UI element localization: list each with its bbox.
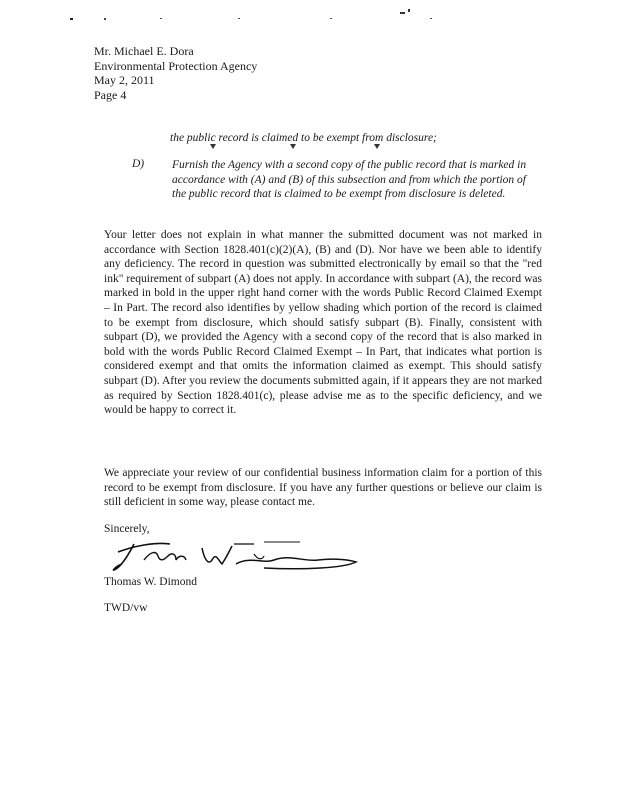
quoted-regulation-tail: the public record is claimed to be exempt from disclosure; [170,132,437,144]
body-paragraph: We appreciate your review of our confidential business information claim for a portion of this record to be exempt from disclosure. If you have any further questions or believe our claim is still deficient in some way, please contact me. [104,467,542,509]
letter-header [94,44,257,102]
typist-initials: TWD/vw [104,602,148,614]
scan-artifacts [0,0,620,30]
closing-salutation: Sincerely, [104,523,150,535]
recipient-organization: Environmental Protection Agency [94,58,258,73]
page-number: Page 4 [94,87,127,102]
handwritten-signature [104,530,364,578]
body-paragraph: Your letter does not explain in what manner the submitted document was not marked in accordance with Section 1828.401(c)(2)(A), (B) and (D). Nor have we been able to identify any deficiency. The record in question was submitted electronically by email so that the "red ink" requirement of subpart (A) does not apply. In accordance with subpart (A), the record was marked in bold in the upper right hand corner with the words Public Record Claimed Exempt – In Part. The record also identifies by yellow shading which portion of the record is claimed to be exempt from disclosure, which should satisfy subpart (B). Finally, consistent with subpart (D), we provided the Agency with a second copy of the record that is also marked in bold with the words Public Record Claimed Exempt – In Part, that indicates what portion is considered exempt and that omits the information claimed as exempt. This should satisfy subpart (D). After you review the documents submitted again, if it appears they are not marked as required by Section 1828.401(c), please advise me as to the specific deficiency, and we would be happy to correct it. [104,229,542,417]
recipient-name: Mr. Michael E. Dora [94,44,194,58]
signer-name: Thomas W. Dimond [104,576,197,588]
bullet-arrow-marks [170,143,490,151]
regulation-item-label: D) [132,158,145,170]
letter-date: May 2, 2011 [94,73,155,87]
regulation-item-text: Furnish the Agency with a second copy of the public record that is marked in accordance with (A) and (B) of this subsection and from which the portion of the public record that is claimed to be exempt from disclosure is deleted. [172,159,527,201]
